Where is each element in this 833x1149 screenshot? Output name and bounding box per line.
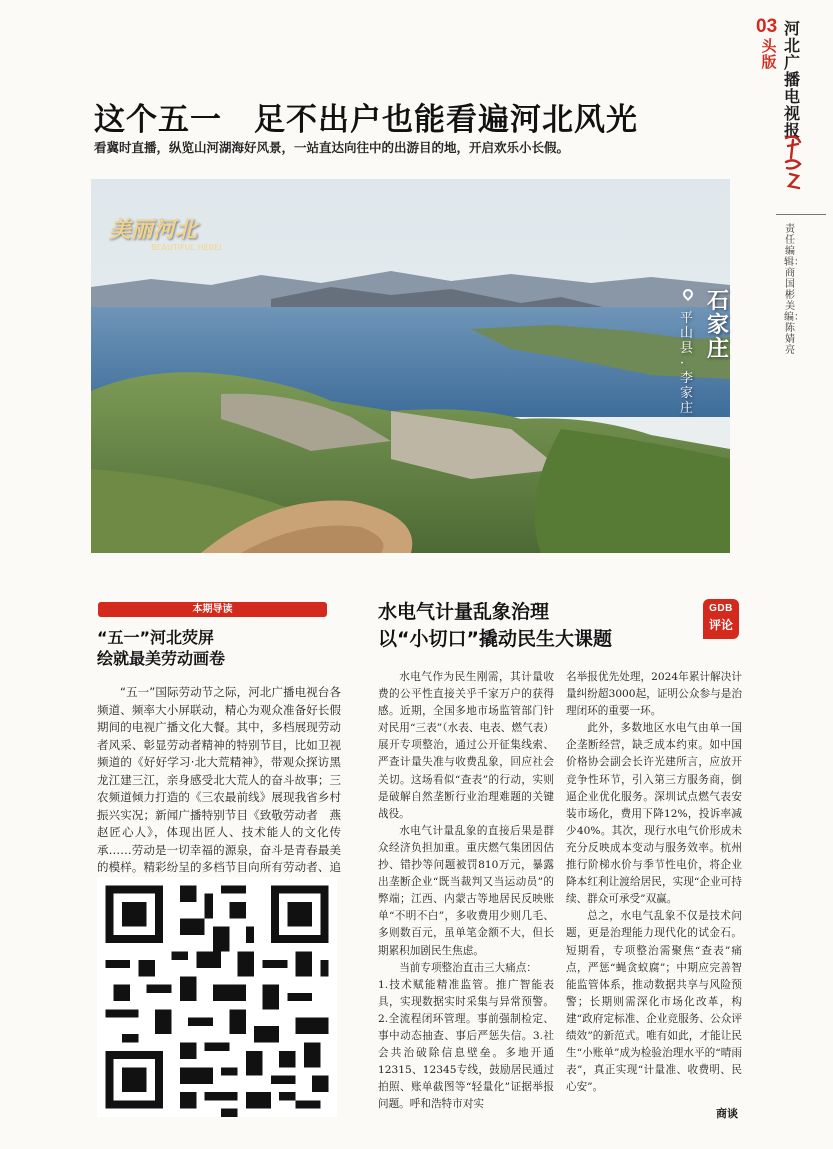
editor-credit: 责任编辑：商国彬 美编：陈婧亮 [784,224,804,356]
guide-banner: 本期导读 [98,602,327,617]
masthead-rail [746,14,831,384]
commentary-paragraph: 水电气计量乱象的直接后果是群众经济负担加重。重庆燃气集团因估抄、错抄等问题被罚810万元，暴露出垄断企业“既当裁判又当运动员”的弊端；江西、内蒙古等地居民反映账单“不明不白”，多收费用少则几毛、多则数百元，虽单笔金额不大，但长期累积加剧民生焦虑。 [378,824,554,957]
photo-place-name: 石家庄 [707,288,730,362]
commentary-title: 水电气计量乱象治理 以“小切口”撬动民生大课题 [378,601,612,650]
page-number: 03 [756,16,778,37]
commentary-paragraph: 1.技术赋能精准监管。推广智能表具，实现数据实时采集与异常预警。2.全流程闭环管理。事前强制检定、事中动态抽查、事后严惩失信。3.社会共治破除信息壁垒。多地开通12315、12345专线，鼓励居民通过拍照、账单截图等“轻量化”证据举报问题。呼和浩特市对实 [378,978,554,1111]
section-label: 头版 [761,37,777,71]
page-headline: 这个五一 足不出户也能看遍河北风光 [94,102,638,138]
commentary-paragraph: 当前专项整治直击三大痛点： [399,961,537,974]
seal-calligraphy-icon [782,132,804,192]
author-byline: 商谈 [716,1107,738,1120]
commentary-paragraph: 总之，水电气乱象不仅是技术问题，更是治理能力现代化的试金石。短期看，专项整治需聚焦“查表”痛点，严惩“蝇贪蚁腐”；中期应完善智能监管体系，推动数据共享与风险预警；长期则需深化市场化改革，构建“政府定标准、企业竞服务、公众评绩效”的新范式。唯有如此，才能让民生“小账单”成为检验治理水平的“晴雨表”，真正实现“计量准、收费明、民心安”。 [566,910,742,1094]
commentary-paragraph: 此外，多数地区水电气由单一国企垄断经营，缺乏成本约束。如中国价格协会副会长许光建所言，应放开竞争性环节，引入第三方服务商，倒逼企业优化服务。深圳试点燃气表安装市场化，费用下降12%，投诉率减少40%。其次，现行水电气价形成未充分反映成本变动与服务效率。杭州推行阶梯水价与季节性电价，将企业降本红利让渡给居民，实现“企业可持续、群众可承受”双赢。 [566,722,742,906]
guide-title: “五一”河北荧屏 绘就最美劳动画卷 [97,628,226,668]
paper-name: 河北广播电视报 [783,19,800,140]
qr-code[interactable] [97,877,337,1117]
commentary-column-1 [378,669,554,1119]
beautiful-hebei-logo: 美丽河北 [109,217,198,243]
commentary-column-2 [566,669,742,1109]
commentary-paragraph: 水电气作为民生刚需，其计量收费的公平性直接关乎千家万户的获得感。近期，全国多地市场监管部门针对民用“三表”（水表、电表、燃气表）展开专项整治，通过公开征集线索、严查计量失准与收费乱象，回应社会关切。这场看似“查表”的行动，实则是破解自然垄断行业治理难题的关键战役。 [378,671,554,820]
commentary-paragraph: 名举报优先处理，2024年累计解决计量纠纷超3000起，证明公众参与是治理闭环的重要一环。 [566,671,742,718]
gdb-commentary-badge [703,599,739,639]
badge-comment-label: 评论 [708,618,733,632]
lake-landscape-photo [91,179,730,553]
beautiful-hebei-logo-sub: BEAUTIFUL HEBEI [151,243,222,252]
photo-place-detail: 平山县·李家庄 [680,311,694,416]
guide-body: “五一”国际劳动节之际，河北广播电视台各频道、频率大小屏联动，精心为观众准备好长假期间的电视广播文化大餐。其中，多档展现劳动者风采、彰显劳动者精神的特别节目，比如卫视频道的《好好学习·北大荒精神》，带观众探访黑龙江建三江，亲身感受北大荒人的奋斗故事；三农频道倾力打造的《三农最前线》展现我省乡村振兴实况；新闻广播特别节目《致敬劳动者 燕赵匠心人》，体现出匠人、技术能人的文化传承……劳动是一切幸福的源泉，奋斗是青春最美的模样。精彩纷呈的多档节目向所有劳动者、追 [97,685,341,874]
page-subhead: 看冀时直播，纵览山河湖海好风景，一站直达向往中的出游目的地，开启欢乐小长假。 [94,140,570,155]
rail-divider [776,214,826,215]
badge-gdb-label: GDB [709,603,733,614]
